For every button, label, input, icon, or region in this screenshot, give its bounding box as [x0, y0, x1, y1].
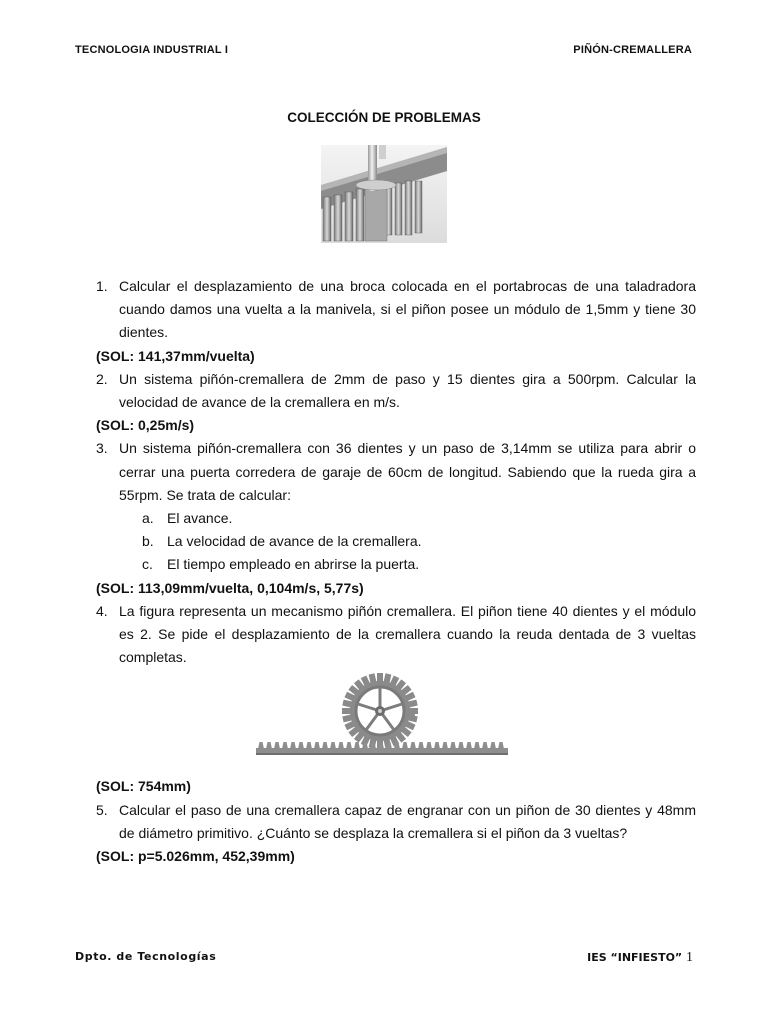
- problem-text: Calcular el desplazamiento de una broca colocada en el portabrocas de una taladradora cuando damos una vuelta a la manivela, si el piñon posee un módulo de 1,5mm y tiene 30 dientes.: [119, 278, 696, 341]
- problem-2: [96, 368, 696, 414]
- solution-5: (SOL: p=5.026mm, 452,39mm): [96, 848, 295, 865]
- rack-tooth: [474, 742, 480, 749]
- rack-tooth: [258, 742, 264, 749]
- solution-1: (SOL: 141,37mm/vuelta): [96, 347, 255, 364]
- problem-text: La figura representa un mecanismo piñón cremallera. El piñon tiene 40 dientes y el módulo es 2. Se pide el desplazamiento de la cremallera cuando la reuda dentada de 3 vueltas completas.: [119, 602, 696, 666]
- rack-tooth: [498, 742, 504, 749]
- problem-number: 2.: [96, 370, 108, 387]
- problem-list: [96, 275, 696, 868]
- page-title: COLECCIÓN DE PROBLEMAS: [287, 110, 481, 125]
- page-number: 1: [686, 950, 693, 965]
- problem-text: Un sistema piñón-cremallera de 2mm de paso y 15 dientes gira a 500rpm. Calcular la velocidad de avance de la cremallera en m/s.: [119, 370, 696, 411]
- problem-text: Calcular el paso de una cremallera capaz de engranar con un piñon de 30 dientes y 48mm de diámetro primitivo. ¿Cuánto se desplaza la cremallera si el piñon da 3 vueltas?: [119, 801, 696, 841]
- problem-3: [96, 437, 696, 507]
- sub-label: c.: [142, 556, 153, 573]
- sub-label: b.: [142, 533, 154, 550]
- problem-1: [96, 275, 696, 345]
- rack-tooth: [418, 742, 424, 749]
- rack-tooth: [274, 742, 280, 749]
- footer-department: Dpto. de Tecnologías: [75, 950, 217, 963]
- solution-4: (SOL: 754mm): [96, 778, 191, 795]
- rack-pinion-photo: [321, 145, 447, 243]
- rack-tooth: [442, 742, 448, 749]
- rack-tooth: [338, 742, 344, 749]
- rack-tooth: [330, 742, 336, 749]
- rack-tooth: [426, 742, 432, 749]
- footer-school-name: IES “INFIESTO”: [587, 951, 683, 964]
- rack-tooth: [322, 742, 328, 749]
- problem-text: Un sistema piñón-cremallera con 36 dientes y un paso de 3,14mm se utiliza para abrir o cerrar una puerta corredera de garaje de 60cm de longitud. Sabiendo que la rueda gira a 55rpm. Se trata de calcular:: [119, 440, 696, 503]
- problem-number: 4.: [96, 602, 108, 619]
- sub-text: El avance.: [167, 510, 233, 527]
- footer-school: [587, 950, 693, 966]
- rack-tooth: [434, 742, 440, 749]
- rack-tooth: [298, 742, 304, 749]
- rack-tooth: [354, 742, 360, 749]
- rack-tooth: [482, 742, 488, 749]
- header-left: TECNOLOGIA INDUSTRIAL I: [75, 44, 229, 56]
- rack-teeth: [258, 742, 504, 749]
- sub-text: La velocidad de avance de la cremallera.: [167, 533, 422, 550]
- sub-label: a.: [142, 510, 154, 527]
- problem-number: 5.: [96, 801, 108, 818]
- rack-tooth: [282, 742, 288, 749]
- rack-tooth: [314, 742, 320, 749]
- sub-item-b: [96, 530, 696, 553]
- rack-tooth: [346, 742, 352, 749]
- gear-rack-diagram: [256, 673, 508, 763]
- rack-tooth: [402, 742, 408, 749]
- rack-tooth: [410, 742, 416, 749]
- sub-item-a: [96, 507, 696, 530]
- sub-text: El tiempo empleado en abrirse la puerta.: [167, 556, 420, 573]
- sub-item-c: [96, 553, 696, 576]
- problem-number: 1.: [96, 278, 108, 294]
- rack-tooth: [290, 742, 296, 749]
- solution-2: (SOL: 0,25m/s): [96, 417, 195, 434]
- problem-4: [96, 600, 696, 670]
- solution-3: (SOL: 113,09mm/vuelta, 0,104m/s, 5,77s): [96, 579, 364, 596]
- rack-tooth: [266, 742, 272, 749]
- problem-5: [96, 799, 696, 845]
- rack-tooth: [306, 742, 312, 749]
- rack-tooth: [458, 742, 464, 749]
- rack-tooth: [490, 742, 496, 749]
- problem-number: 3.: [96, 440, 108, 457]
- rack-tooth: [466, 742, 472, 749]
- rack-tooth: [450, 742, 456, 749]
- header-right: PIÑÓN-CREMALLERA: [573, 44, 692, 56]
